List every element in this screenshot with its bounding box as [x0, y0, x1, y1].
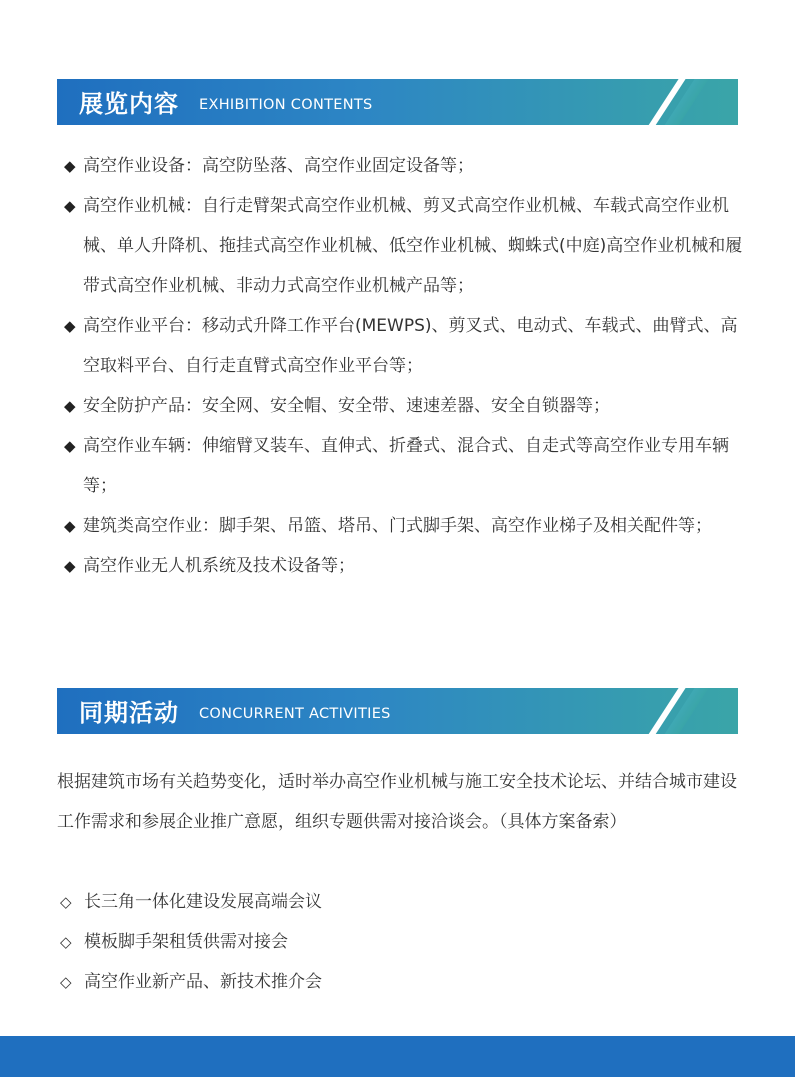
list-item: ◆ 高空作业平台：移动式升降工作平台(MEWPS)、剪叉式、电动式、车载式、曲臂式、高空取料平台、自行走直臂式高空作业平台等； [64, 306, 748, 386]
hollow-diamond-icon: ◇ [60, 973, 72, 991]
list-item: ◇ 模板脚手架租赁供需对接会 [60, 922, 322, 962]
footer-bar [0, 1036, 795, 1077]
concurrent-title-cn: 同期活动 [79, 699, 179, 727]
exhibition-contents-header [57, 79, 738, 125]
bullet-diamond-icon: ◆ [64, 557, 76, 575]
list-item: ◆ 建筑类高空作业：脚手架、吊篮、塔吊、门式脚手架、高空作业梯子及相关配件等； [64, 506, 748, 546]
exhibition-title-cn: 展览内容 [79, 90, 179, 118]
bullet-diamond-icon: ◆ [64, 157, 76, 175]
list-item: ◆ 高空作业设备：高空防坠落、高空作业固定设备等； [64, 146, 748, 186]
bullet-diamond-icon: ◆ [64, 197, 76, 215]
bullet-diamond-icon: ◆ [64, 397, 76, 415]
bullet-diamond-icon: ◆ [64, 517, 76, 535]
hollow-diamond-icon: ◇ [60, 893, 72, 911]
concurrent-activities-header [57, 688, 738, 734]
concurrent-title-en: CONCURRENT ACTIVITIES [199, 706, 391, 722]
hollow-diamond-icon: ◇ [60, 933, 72, 951]
list-item: ◆ 高空作业无人机系统及技术设备等； [64, 546, 748, 586]
bullet-diamond-icon: ◆ [64, 317, 76, 335]
exhibition-list [64, 146, 748, 586]
concurrent-events-list [60, 882, 322, 1002]
concurrent-description: 根据建筑市场有关趋势变化，适时举办高空作业机械与施工安全技术论坛、并结合城市建设工作需求和参展企业推广意愿，组织专题供需对接洽谈会。（具体方案备索） [57, 772, 737, 832]
exhibition-title-en: EXHIBITION CONTENTS [199, 97, 373, 113]
bullet-diamond-icon: ◆ [64, 437, 76, 455]
list-item: ◇ 长三角一体化建设发展高端会议 [60, 882, 322, 922]
list-item: ◆ 高空作业机械：自行走臂架式高空作业机械、剪叉式高空作业机械、车载式高空作业机械、单人升降机、拖挂式高空作业机械、低空作业机械、蜘蛛式(中庭)高空作业机械和履带式高空作业机械、非动力式高空作业机械产品等； [64, 186, 748, 306]
list-item: ◆ 安全防护产品：安全网、安全帽、安全带、速速差器、安全自锁器等； [64, 386, 748, 426]
list-item: ◇ 高空作业新产品、新技术推介会 [60, 962, 322, 1002]
list-item: ◆ 高空作业车辆：伸缩臂叉装车、直伸式、折叠式、混合式、自走式等高空作业专用车辆等； [64, 426, 748, 506]
